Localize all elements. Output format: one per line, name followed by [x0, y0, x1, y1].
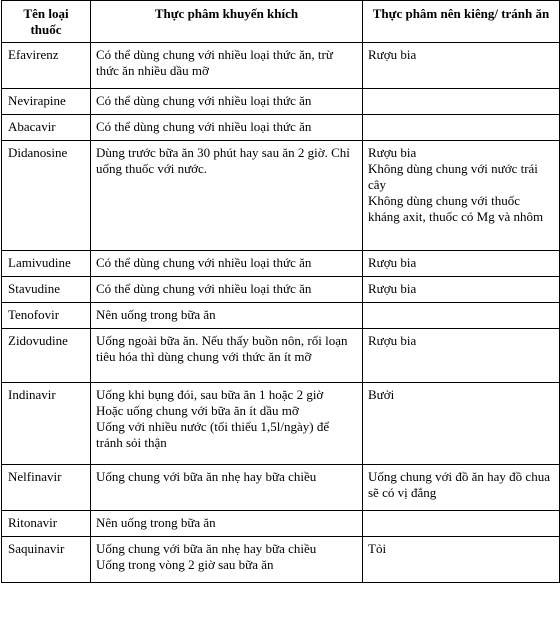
drug-name-cell: Nevirapine: [2, 89, 91, 115]
encouraged-food-text: Uống trong vòng 2 giờ sau bữa ăn: [96, 557, 274, 572]
avoid-food-text: Không dùng chung với nước trái cây: [368, 161, 538, 192]
encouraged-food-text: Có thể dùng chung với nhiều loại thức ăn, trừ thức ăn nhiều dầu mỡ: [96, 47, 333, 78]
drug-name-cell: Saquinavir: [2, 537, 91, 583]
drug-name-cell: Stavudine: [2, 277, 91, 303]
avoid-food-text: Bưởi: [368, 387, 395, 402]
avoid-food-cell: [363, 251, 560, 277]
encouraged-food-text: Uống ngoài bữa ăn. Nếu thấy buồn nôn, rối loạn tiêu hóa thì dùng chung với thức ăn ít mỡ: [96, 333, 348, 364]
avoid-food-text: Uống chung với đồ ăn hay đồ chua sẽ có vị đắng: [368, 469, 550, 500]
table-row: [2, 465, 560, 511]
avoid-food-cell: [363, 511, 560, 537]
table-row: [2, 115, 560, 141]
encouraged-food-text: Nên uống trong bữa ăn: [96, 515, 216, 530]
avoid-food-text: Rượu bia: [368, 281, 417, 296]
table-row: [2, 511, 560, 537]
encouraged-food-cell: [91, 277, 363, 303]
encouraged-food-cell: [91, 329, 363, 383]
encouraged-food-cell: [91, 89, 363, 115]
avoid-food-cell: [363, 43, 560, 89]
drug-food-table: [1, 0, 560, 583]
table-row: [2, 89, 560, 115]
encouraged-food-text: Có thể dùng chung với nhiều loại thức ăn: [96, 255, 312, 270]
encouraged-food-text: Hoặc uống chung với bữa ăn ít dầu mỡ: [96, 403, 299, 418]
avoid-food-cell: [363, 537, 560, 583]
encouraged-food-cell: [91, 465, 363, 511]
encouraged-food-text: Uống với nhiều nước (tối thiểu 1,5l/ngày) để tránh sỏi thận: [96, 419, 330, 450]
header-drug-name: Tên loại thuốc: [2, 1, 91, 43]
encouraged-food-text: Uống chung với bữa ăn nhẹ hay bữa chiều: [96, 541, 317, 556]
avoid-food-text: Rượu bia: [368, 255, 417, 270]
avoid-food-text: Không dùng chung với thuốc kháng axit, thuốc có Mg và nhôm: [368, 193, 544, 224]
table-row: [2, 329, 560, 383]
encouraged-food-text: Uống chung với bữa ăn nhẹ hay bữa chiều: [96, 469, 317, 484]
encouraged-food-cell: [91, 383, 363, 465]
table-row: [2, 383, 560, 465]
drug-name-cell: Tenofovir: [2, 303, 91, 329]
table-header-row: [2, 1, 560, 43]
encouraged-food-cell: [91, 43, 363, 89]
encouraged-food-cell: [91, 141, 363, 251]
avoid-food-text: Rượu bia: [368, 145, 417, 160]
encouraged-food-text: Uống khi bụng đói, sau bữa ăn 1 hoặc 2 giờ: [96, 387, 324, 402]
table-row: [2, 537, 560, 583]
avoid-food-cell: [363, 141, 560, 251]
table-body: [2, 43, 560, 583]
avoid-food-cell: [363, 115, 560, 141]
avoid-food-cell: [363, 303, 560, 329]
encouraged-food-text: Có thể dùng chung với nhiều loại thức ăn: [96, 281, 312, 296]
encouraged-food-cell: [91, 115, 363, 141]
drug-name-cell: Nelfinavir: [2, 465, 91, 511]
drug-name-cell: Didanosine: [2, 141, 91, 251]
table-row: [2, 277, 560, 303]
avoid-food-cell: [363, 383, 560, 465]
encouraged-food-text: Có thể dùng chung với nhiều loại thức ăn: [96, 93, 312, 108]
avoid-food-cell: [363, 465, 560, 511]
encouraged-food-cell: [91, 537, 363, 583]
encouraged-food-text: Nên uống trong bữa ăn: [96, 307, 216, 322]
encouraged-food-cell: [91, 251, 363, 277]
avoid-food-text: Rượu bia: [368, 47, 417, 62]
drug-name-cell: Efavirenz: [2, 43, 91, 89]
table-row: [2, 43, 560, 89]
encouraged-food-cell: [91, 303, 363, 329]
drug-name-cell: Ritonavir: [2, 511, 91, 537]
avoid-food-text: Rượu bia: [368, 333, 417, 348]
table-row: [2, 303, 560, 329]
table-row: [2, 251, 560, 277]
header-encouraged-food: Thực phâm khuyến khích: [91, 1, 363, 43]
avoid-food-text: Tỏi: [368, 541, 387, 556]
avoid-food-cell: [363, 277, 560, 303]
table-row: [2, 141, 560, 251]
encouraged-food-cell: [91, 511, 363, 537]
avoid-food-cell: [363, 89, 560, 115]
encouraged-food-text: Có thể dùng chung với nhiều loại thức ăn: [96, 119, 312, 134]
drug-name-cell: Abacavir: [2, 115, 91, 141]
avoid-food-cell: [363, 329, 560, 383]
drug-name-cell: Indinavir: [2, 383, 91, 465]
encouraged-food-text: Dùng trước bữa ăn 30 phút hay sau ăn 2 giờ. Chỉ uống thuốc với nước.: [96, 145, 350, 176]
header-avoid-food: Thực phâm nên kiêng/ tránh ăn: [363, 1, 560, 43]
drug-name-cell: Lamivudine: [2, 251, 91, 277]
drug-name-cell: Zidovudine: [2, 329, 91, 383]
